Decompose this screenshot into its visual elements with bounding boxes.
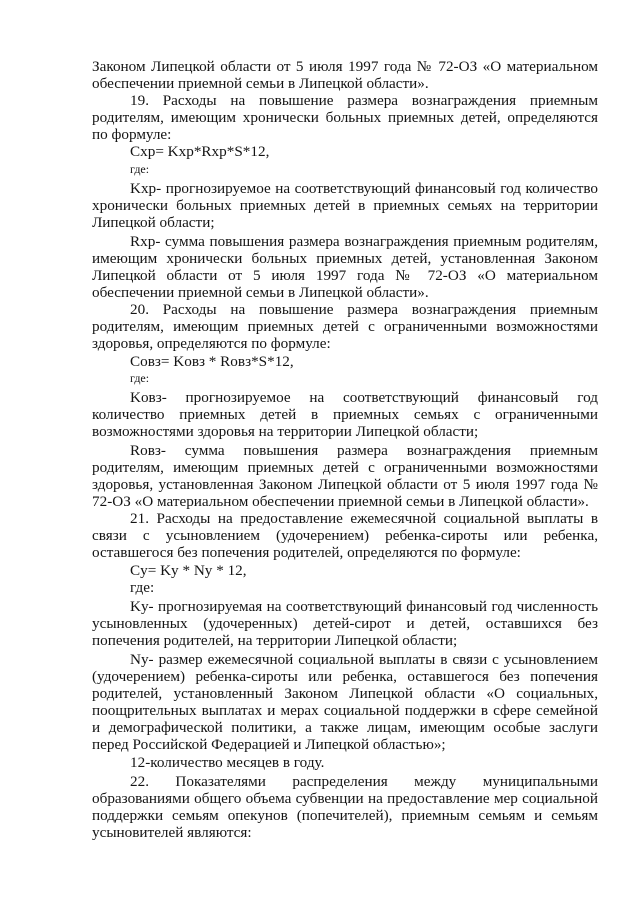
paragraph-21: 21. Расходы на предоставление ежемесячной социальной выплаты в связи с усыновлением (удочерением) ребенка-сироты или ребенка, оставшегося без попечения родителей, определяются по формуле: xyxy=(92,510,598,562)
definition-rovz: Rовз- сумма повышения размера вознаграждения приемным родителям, имеющим приемных детей с ограниченными возможностями здоровья, установленная Законом Липецкой области от 5 июля 1997 года № 72-ОЗ «О материальном обеспечении приемной семьи в Липецкой области». xyxy=(92,441,598,511)
where-label-20: где: xyxy=(130,370,150,385)
definition-ku: Kу- прогнозируемая на соответствующий финансовый год численность усыновленных (удочеренных) детей-сирот и детей, оставшихся без попечения родителей, на территории Липецкой области; xyxy=(92,597,598,649)
definition-rxr: Rхр- сумма повышения размера вознаграждения приемным родителям, имеющим хронически больных приемных детей, установленная Законом Липецкой области от 5 июля 1997 года № 72-ОЗ «О материальном обеспечении приемной семьи в Липецкой области». xyxy=(92,232,598,302)
formula-19: Cхр= Kхр*Rхр*S*12, xyxy=(130,143,270,161)
formula-21: Cу= Kу * Nу * 12, xyxy=(130,561,247,579)
where-label-21: где: xyxy=(130,578,155,596)
where-label-19: где: xyxy=(130,161,150,176)
paragraph-19: 19. Расходы на повышение размера вознаграждения приемным родителям, имеющим хронически больных приемных детей, определяются по формуле: xyxy=(92,92,598,144)
definition-months: 12-количество месяцев в году. xyxy=(130,753,325,771)
definition-nu: Nу- размер ежемесячной социальной выплаты в связи с усыновлением (удочерением) ребенка-сироты или ребенка, оставшегося без попечения родителей, установленный Законом Липецкой области «О социальных, поощрительных выплатах и мерах социальной поддержки в сфере семейной и демографической политики, а также лицам, имеющим особые заслуги перед Российской Федерацией и Липецкой областью»; xyxy=(92,651,598,754)
continued-paragraph: Законом Липецкой области от 5 июля 1997 года № 72-ОЗ «О материальном обеспечении приемной семьи в Липецкой области». xyxy=(92,58,598,93)
paragraph-20: 20. Расходы на повышение размера вознаграждения приемным родителям, имеющим приемных детей с ограниченными возможностями здоровья, определяются по формуле: xyxy=(92,301,598,353)
formula-20: Cовз= Kовз * Rовз*S*12, xyxy=(130,352,294,370)
definition-kovz: Kовз- прогнозируемое на соответствующий финансовый год количество приемных детей в приемных семьях с ограниченными возможностями здоровья на территории Липецкой области; xyxy=(92,388,598,440)
paragraph-22: 22. Показателями распределения между муниципальными образованиями общего объема субвенции на предоставление мер социальной поддержки семьям опекунов (попечителей), приемным семьям и семьям усыновителей являются: xyxy=(92,772,598,841)
definition-kxr: Kхр- прогнозируемое на соответствующий финансовый год количество хронически больных приемных детей в приемных семьях на территории Липецкой области; xyxy=(92,179,598,231)
document-page xyxy=(92,58,598,841)
